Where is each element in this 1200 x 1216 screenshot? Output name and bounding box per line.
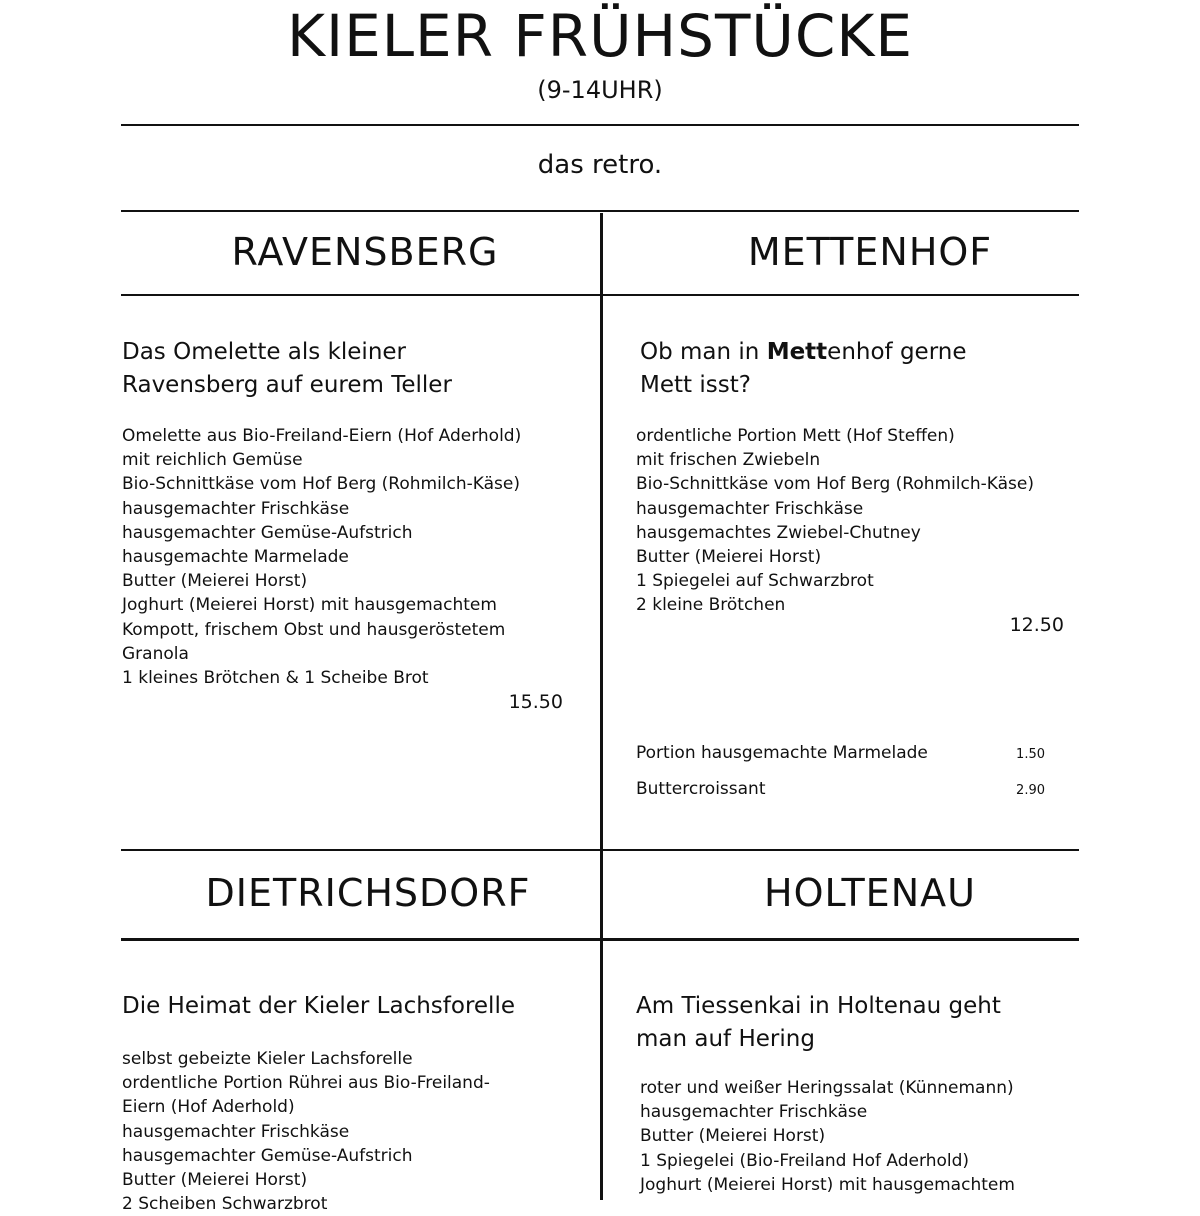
extra-item-label: Portion hausgemachte Marmelade — [636, 743, 928, 763]
brand-name: das retro. — [537, 150, 663, 180]
section-headline-mettenhof: Ob man in Mettenhof gerne Mett isst? — [640, 339, 967, 398]
list-item: Joghurt (Meierei Horst) mit hausgemachtem — [122, 595, 497, 616]
list-item: Joghurt (Meierei Horst) mit hausgemachtem — [640, 1174, 1015, 1195]
list-item: hausgemachter Frischkäse — [122, 1121, 350, 1142]
list-item: hausgemachter Frischkäse — [122, 498, 350, 519]
list-item: Butter (Meierei Horst) — [636, 547, 822, 568]
extra-item-label: Buttercroissant — [636, 779, 766, 799]
item-list-ravensberg — [122, 424, 521, 690]
list-item: 2 Scheiben Schwarzbrot — [122, 1194, 328, 1215]
price-mettenhof: 12.50 — [1009, 614, 1064, 636]
divider — [121, 294, 600, 296]
list-item: Granola — [122, 643, 189, 664]
list-item: Bio-Schnittkäse vom Hof Berg (Rohmilch-Käse) — [122, 474, 520, 495]
list-item: 2 kleine Brötchen — [636, 595, 786, 616]
item-list-dietrichsdorf — [122, 1047, 490, 1216]
extra-item-price: 1.50 — [1016, 747, 1045, 762]
list-item: hausgemachtes Zwiebel-Chutney — [636, 522, 921, 543]
list-item: hausgemachte Marmelade — [122, 547, 349, 568]
list-item: Eiern (Hof Aderhold) — [122, 1097, 295, 1118]
list-item: Kompott, frischem Obst und hausgeröstetem — [122, 619, 506, 640]
list-item: roter und weißer Heringssalat (Künnemann) — [640, 1078, 1014, 1098]
divider — [121, 210, 1079, 212]
price-ravensberg: 15.50 — [508, 691, 563, 713]
extra-item-price: 2.90 — [1016, 783, 1045, 798]
section-headline-ravensberg: Das Omelette als kleiner Ravensberg auf eurem Teller — [122, 339, 452, 398]
list-item: hausgemachter Gemüse-Aufstrich — [122, 522, 413, 543]
item-list-mettenhof — [636, 424, 1034, 618]
list-item: selbst gebeizte Kieler Lachsforelle — [122, 1049, 413, 1069]
page-title: KIELER FRÜHSTÜCKE — [286, 2, 914, 70]
section-title-dietrichsdorf: DIETRICHSDORF — [205, 871, 531, 915]
section-headline-dietrichsdorf: Die Heimat der Kieler Lachsforelle — [122, 993, 515, 1019]
list-item: hausgemachter Frischkäse — [640, 1102, 868, 1123]
item-list-holtenau — [640, 1076, 1015, 1197]
column-divider — [600, 213, 603, 1200]
list-item: 1 kleines Brötchen & 1 Scheibe Brot — [122, 668, 429, 689]
opening-hours: (9-14UHR) — [537, 76, 663, 104]
list-item: Omelette aus Bio-Freiland-Eiern (Hof Aderhold) — [122, 426, 522, 446]
divider — [121, 938, 1079, 941]
divider — [121, 124, 1079, 126]
section-title-holtenau: HOLTENAU — [764, 871, 976, 915]
list-item: 1 Spiegelei (Bio-Freiland Hof Aderhold) — [640, 1150, 970, 1171]
divider — [603, 294, 1079, 296]
list-item: mit reichlich Gemüse — [122, 450, 303, 471]
list-item: Butter (Meierei Horst) — [640, 1126, 826, 1147]
list-item: Butter (Meierei Horst) — [122, 571, 308, 592]
list-item: hausgemachter Frischkäse — [636, 498, 864, 519]
list-item: Bio-Schnittkäse vom Hof Berg (Rohmilch-Käse) — [636, 474, 1034, 495]
divider — [121, 849, 1079, 851]
section-title-mettenhof: METTENHOF — [747, 230, 993, 274]
list-item: hausgemachter Gemüse-Aufstrich — [122, 1145, 413, 1166]
list-item: ordentliche Portion Mett (Hof Steffen) — [636, 426, 955, 446]
section-headline-holtenau: Am Tiessenkai in Holtenau geht man auf Hering — [636, 993, 1001, 1052]
section-title-ravensberg: RAVENSBERG — [231, 230, 499, 274]
list-item: mit frischen Zwiebeln — [636, 450, 821, 471]
list-item: ordentliche Portion Rührei aus Bio-Freiland- — [122, 1073, 490, 1094]
list-item: 1 Spiegelei auf Schwarzbrot — [636, 571, 874, 592]
list-item: Butter (Meierei Horst) — [122, 1170, 308, 1191]
